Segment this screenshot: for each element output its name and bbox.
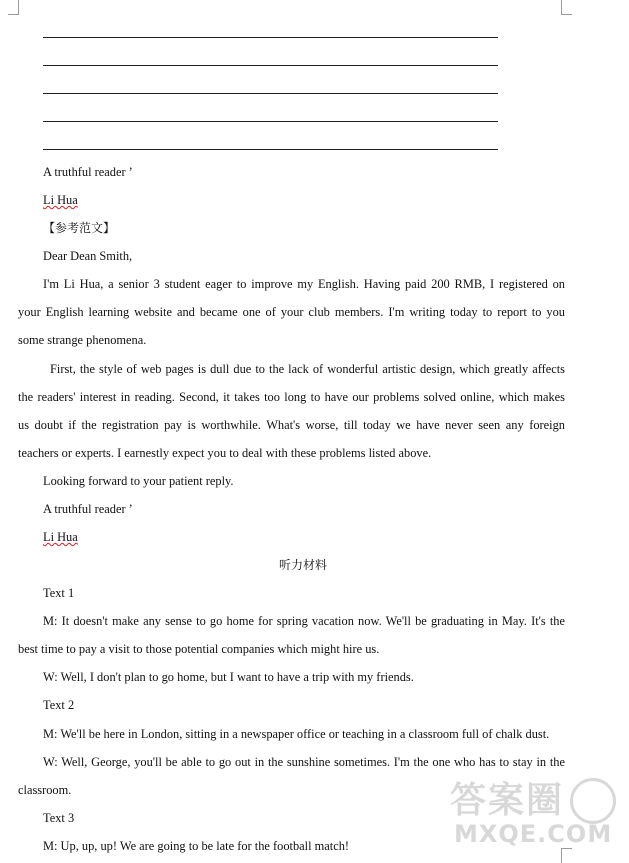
dialogue-line: M: Up, up, up! We are going to be late for the football match! (43, 839, 350, 853)
text-label: Text 1 (43, 586, 75, 600)
paragraph-line: some strange phenomena. (18, 333, 147, 347)
model-signature: Li Hua (43, 530, 78, 544)
dialogue-line: classroom. (18, 783, 72, 797)
model-essay-heading: 【参考范文】 (43, 221, 116, 235)
model-closing: A truthful reader ’ (43, 502, 133, 516)
writing-line (43, 37, 498, 38)
looking-forward: Looking forward to your patient reply. (43, 474, 234, 488)
text-label: Text 2 (43, 698, 75, 712)
watermark-seal-icon (570, 778, 616, 824)
watermark-bottom-text: MXQE.COM (454, 820, 613, 848)
dialogue-line: W: Well, George, you'll be able to go out in the sunshine sometimes. I'm the one who has to stay in the (43, 755, 565, 769)
dialogue-line: M: We'll be here in London, sitting in a newspaper office or teaching in a classroom full of chalk dust. (43, 727, 550, 741)
page-corner-mark (8, 0, 19, 15)
letter-closing: A truthful reader ’ (43, 165, 133, 179)
dialogue-line: M: It doesn't make any sense to go home for spring vacation now. We'll be graduating in May. It's the (43, 614, 565, 628)
paragraph-line: the readers' interest in reading. Second, it takes too long to have our problems solved online, which makes (18, 390, 565, 404)
listening-title: 听力材料 (278, 558, 327, 572)
paragraph-line: First, the style of web pages is dull due to the lack of wonderful artistic design, which greatly affects (50, 362, 565, 376)
dialogue-line: best time to pay a visit to those potential companies which might hire us. (18, 642, 380, 656)
writing-line (43, 65, 498, 66)
text-label: Text 3 (43, 811, 75, 825)
paragraph-line: us doubt if the registration pay is worthwhile. What's worse, till today we have never seen any foreign (18, 418, 565, 432)
letter-signature: Li Hua (43, 193, 78, 207)
writing-line (43, 121, 498, 122)
paragraph-line: teachers or experts. I earnestly expect you to deal with these problems listed above. (18, 446, 432, 460)
writing-line (43, 149, 498, 150)
dialogue-line: W: Well, I don't plan to go home, but I want to have a trip with my friends. (43, 670, 414, 684)
writing-line (43, 93, 498, 94)
page-corner-mark (561, 0, 572, 15)
watermark-top-text: 答案圈 (450, 780, 565, 821)
paragraph-line: your English learning website and became one of your club members. I'm writing today to report to you (18, 305, 565, 319)
salutation: Dear Dean Smith, (43, 249, 133, 263)
paragraph-line: I'm Li Hua, a senior 3 student eager to improve my English. Having paid 200 RMB, I registered on (43, 277, 565, 291)
model-signature-line (43, 527, 565, 547)
letter-signature-line (43, 190, 565, 210)
